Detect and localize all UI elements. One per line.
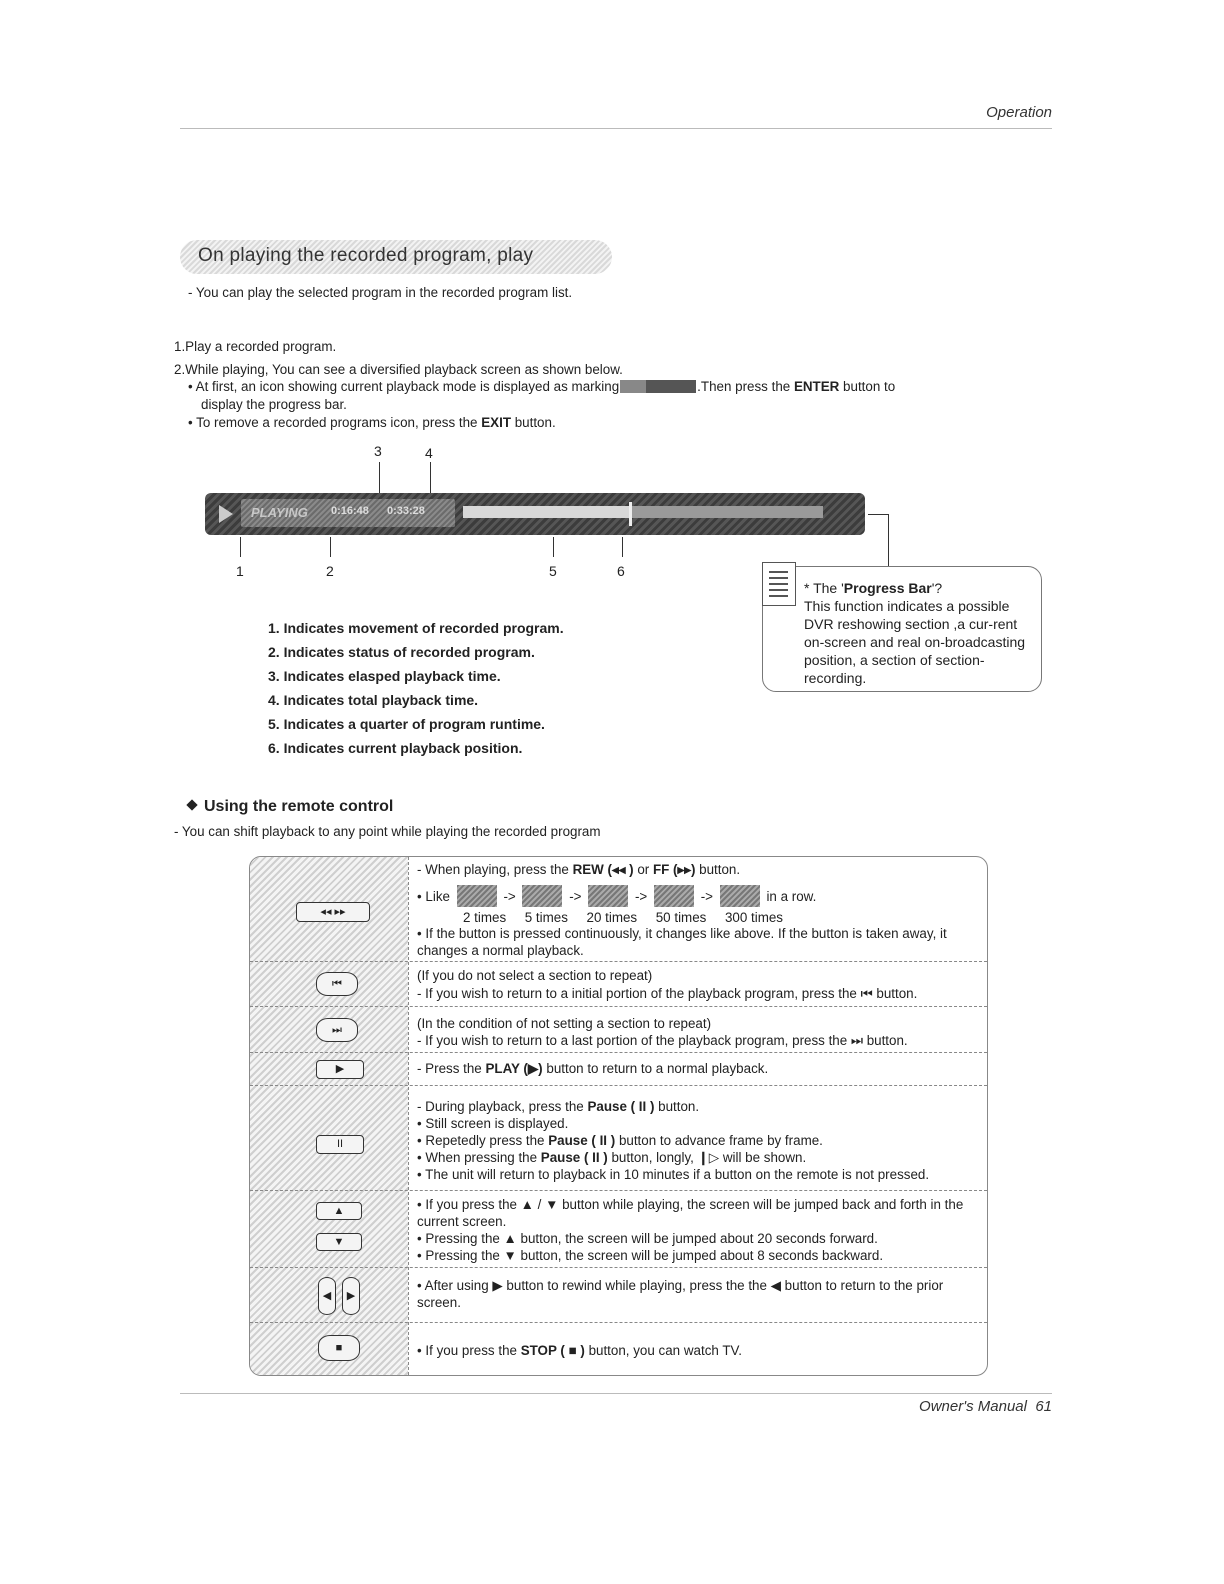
playback-position-cursor	[629, 502, 632, 526]
speed-20x-icon	[588, 885, 628, 907]
speed-2x-icon	[457, 885, 497, 907]
note-document-icon	[762, 562, 796, 606]
remote-control-table	[249, 856, 988, 1376]
pause-line-1: - During playback, press the Pause ( II ) button.	[417, 1099, 700, 1114]
callout-6-line	[622, 537, 623, 557]
playback-mode-marker	[620, 380, 696, 393]
down-key-icon: ▼	[316, 1233, 362, 1251]
page-number: 61	[1035, 1398, 1052, 1415]
row-separator	[250, 1052, 987, 1053]
skip-back-key-icon: ⏮	[316, 972, 358, 996]
intro-text: - You can play the selected program in the recorded program list.	[188, 285, 573, 300]
page-footer: Owner's Manual 61	[919, 1398, 1052, 1415]
callout-2: 2	[326, 563, 334, 579]
callout-1-line	[240, 537, 241, 557]
step-1: 1.Play a recorded program.	[174, 339, 337, 354]
callout-3: 3	[374, 443, 382, 459]
note-body: This function indicates a possible DVR reshowing section ,a cur-rent on-screen and real on-broadcasting position, a section of section-recording.	[804, 598, 1026, 686]
speed-300x-icon	[720, 885, 760, 907]
legend-list	[268, 616, 564, 760]
row-separator	[250, 1006, 987, 1007]
leftright-line: • After using ▶ button to rewind while playing, press the the ◀ button to return to the prior screen.	[417, 1278, 944, 1310]
play-key-icon: ▶	[316, 1060, 364, 1079]
legend-item-3: 3. Indicates elasped playback time.	[268, 668, 501, 684]
diamond-bullet-icon	[186, 799, 197, 810]
footer-rule	[180, 1393, 1052, 1394]
updown-line-3: • Pressing the ▼ button, the screen will be jumped about 8 seconds backward.	[417, 1248, 884, 1263]
row-separator	[250, 1267, 987, 1268]
rew-ff-key-icon: ◂◂ ▸▸	[296, 902, 370, 922]
legend-item-4: 4. Indicates total playback time.	[268, 692, 479, 708]
pause-key-icon: II	[316, 1135, 364, 1154]
elapsed-time: 0:16:48	[331, 505, 369, 517]
stop-key-icon: ■	[318, 1335, 360, 1361]
step-2-bullet-1: • At first, an icon showing current playback mode is displayed as marking .Then press the ENTER button to	[188, 379, 896, 394]
pause-line-2: • Still screen is displayed.	[417, 1116, 569, 1131]
legend-item-2: 2. Indicates status of recorded program.	[268, 644, 535, 660]
skip-forward-key-icon: ⏭	[316, 1018, 358, 1042]
speed-5x-icon	[522, 885, 562, 907]
callout-5-line	[553, 537, 554, 557]
skip-back-line-2: - If you wish to return to a initial portion of the playback program, press the ⏮ button.	[417, 986, 918, 1001]
step-2-bullet-2: • To remove a recorded programs icon, press the EXIT button.	[188, 415, 556, 430]
section-header: Operation	[986, 104, 1052, 121]
note-connector-v	[888, 514, 889, 566]
callout-2-line	[330, 537, 331, 557]
progress-bar-illustration	[205, 493, 865, 535]
row-separator	[250, 961, 987, 962]
updown-line-2: • Pressing the ▲ button, the screen will be jumped about 20 seconds forward.	[417, 1231, 878, 1246]
progress-fill	[463, 506, 629, 518]
skip-back-line-1: (If you do not select a section to repeat)	[417, 968, 653, 983]
updown-line-1: • If you press the ▲ / ▼ button while playing, the screen will be jumped back and forth in the current screen.	[417, 1197, 964, 1229]
note-text: * The 'Progress Bar'? This function indicates a possible DVR reshowing section ,a cur-rent on-screen and real on-broadcasting position, a section of section-recording.	[804, 579, 1036, 687]
section-title: On playing the recorded program, play	[198, 245, 534, 266]
stop-line: • If you press the STOP ( ■ ) button, you can watch TV.	[417, 1343, 742, 1358]
section-title-banner	[180, 240, 612, 274]
remote-heading: Using the remote control	[188, 798, 393, 816]
playback-status-label: PLAYING	[251, 505, 308, 520]
row-separator	[250, 1322, 987, 1323]
speed-50x-icon	[654, 885, 694, 907]
right-key-icon: ▶	[342, 1277, 360, 1315]
callout-4: 4	[425, 445, 433, 461]
rewff-line-1: - When playing, press the REW (◂◂ ) or FF (▸▸) button.	[417, 862, 741, 877]
total-time: 0:33:28	[387, 505, 425, 517]
pause-line-5: • The unit will return to playback in 10 minutes if a button on the remote is not pressed.	[417, 1167, 930, 1182]
callout-6: 6	[617, 563, 625, 579]
row-separator	[250, 1085, 987, 1086]
legend-item-1: 1. Indicates movement of recorded program.	[268, 620, 564, 636]
legend-item-6: 6. Indicates current playback position.	[268, 740, 523, 756]
column-separator	[408, 857, 409, 1375]
callout-1: 1	[236, 563, 244, 579]
left-key-icon: ◀	[318, 1277, 336, 1315]
up-key-icon: ▲	[316, 1202, 362, 1220]
row-separator	[250, 1190, 987, 1191]
pause-line-4: • When pressing the Pause ( II ) button, longly, ❙▷ will be shown.	[417, 1150, 807, 1165]
legend-item-5: 5. Indicates a quarter of program runtime.	[268, 716, 545, 732]
remote-intro: - You can shift playback to any point while playing the recorded program	[174, 824, 601, 839]
rewff-line-3: • If the button is pressed continuously, it changes like above. If the button is taken away, it changes a normal playback.	[417, 926, 947, 958]
step-2-bullet-1-cont: display the progress bar.	[201, 397, 347, 412]
pause-line-3: • Repetedly press the Pause ( II ) button to advance frame by frame.	[417, 1133, 823, 1148]
step-2: 2.While playing, You can see a diversified playback screen as shown below.	[174, 362, 623, 377]
header-rule	[180, 128, 1052, 129]
note-connector-h	[868, 514, 888, 515]
play-line: - Press the PLAY (▶) button to return to a normal playback.	[417, 1061, 769, 1076]
rewff-times: 2 times 5 times 20 times 50 times 300 times	[463, 910, 783, 925]
skip-fwd-line-1: (In the condition of not setting a section to repeat)	[417, 1016, 712, 1031]
skip-fwd-line-2: - If you wish to return to a last portion of the playback program, press the ⏭ button.	[417, 1033, 908, 1048]
rewff-speed-sequence: • Like -> -> -> -> in a row.	[417, 885, 983, 907]
callout-5: 5	[549, 563, 557, 579]
play-movement-icon	[219, 505, 233, 523]
